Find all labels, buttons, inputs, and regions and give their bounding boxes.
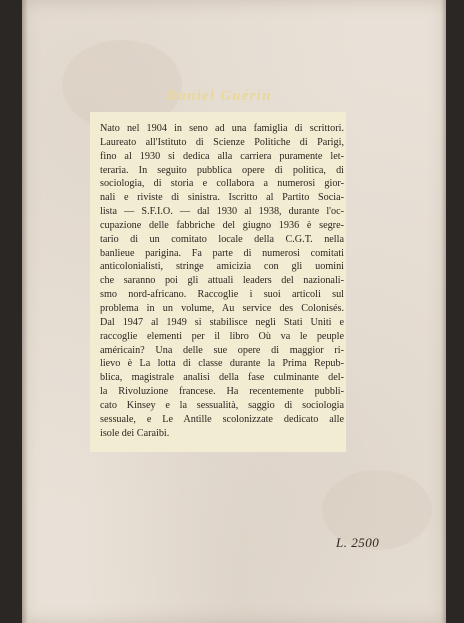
blurb-line: fino al 1930 si dedica alla carriera puramente let- (100, 150, 344, 162)
blurb-line: raccoglie elementi per il libro Où va le peuple (100, 330, 344, 342)
blurb-line: blica, magistrale analisi della fase culminante del- (100, 372, 344, 384)
author-biography (100, 122, 344, 440)
blurb-line: teraria. In seguito pubblica opere di politica, di (100, 164, 344, 176)
blurb-line: lievo è La lotta di classe durante la Prima Repub- (100, 358, 344, 370)
cover-left-edge-shadow (22, 0, 28, 623)
blurb-line: sociologia, di storia e collabora a numerosi gior- (100, 178, 344, 190)
blurb-line: che saranno poi gli attuali leaders del nazionali- (100, 275, 344, 287)
blurb-line: Dal 1947 al 1949 si stabilisce negli Stati Uniti e (100, 316, 344, 328)
blurb-line: américain? Una delle sue opere di maggior ri- (100, 344, 344, 356)
blurb-line: cupazione delle fabbriche del giugno 1936 è segre- (100, 219, 344, 231)
blurb-line: lista — S.F.I.O. — dal 1930 al 1938, durante l'oc- (100, 206, 344, 218)
blurb-line: anticolonialisti, stringe amicizia con gli uomini (100, 261, 344, 273)
price-label: L. 2500 (336, 535, 380, 550)
blurb-line: isole dei Caraibi. (100, 427, 170, 439)
blurb-line: la Rivoluzione francese. Ha recentemente pubbli- (100, 386, 344, 398)
blurb-line: smo nord-africano. Raccoglie i suoi articoli sul (100, 289, 344, 301)
blurb-line: sessuale, e Le Antille scolonizzate dedicato alle (100, 413, 344, 425)
blurb-line: Laureato all'Istituto di Scienze Politiche di Parigi, (100, 136, 344, 148)
blurb-line: problema in un volume, Au service des Colonisés. (100, 302, 344, 314)
blurb-line: banlieue parigina. Fa parte di numerosi comitati (100, 247, 344, 259)
blurb-line: cato Kinsey e la sessualità, saggio di sociologia (100, 399, 344, 411)
author-name: Daniel Guérin (166, 88, 272, 104)
blurb-line: tario di un comitato locale della C.G.T. nella (100, 233, 344, 245)
cover-right-edge-shadow (441, 0, 446, 623)
blurb-line: nali e riviste di sinistra. Iscritto al Partito Socia- (100, 192, 344, 204)
blurb-line: Nato nel 1904 in seno ad una famiglia di scrittori. (100, 123, 344, 134)
